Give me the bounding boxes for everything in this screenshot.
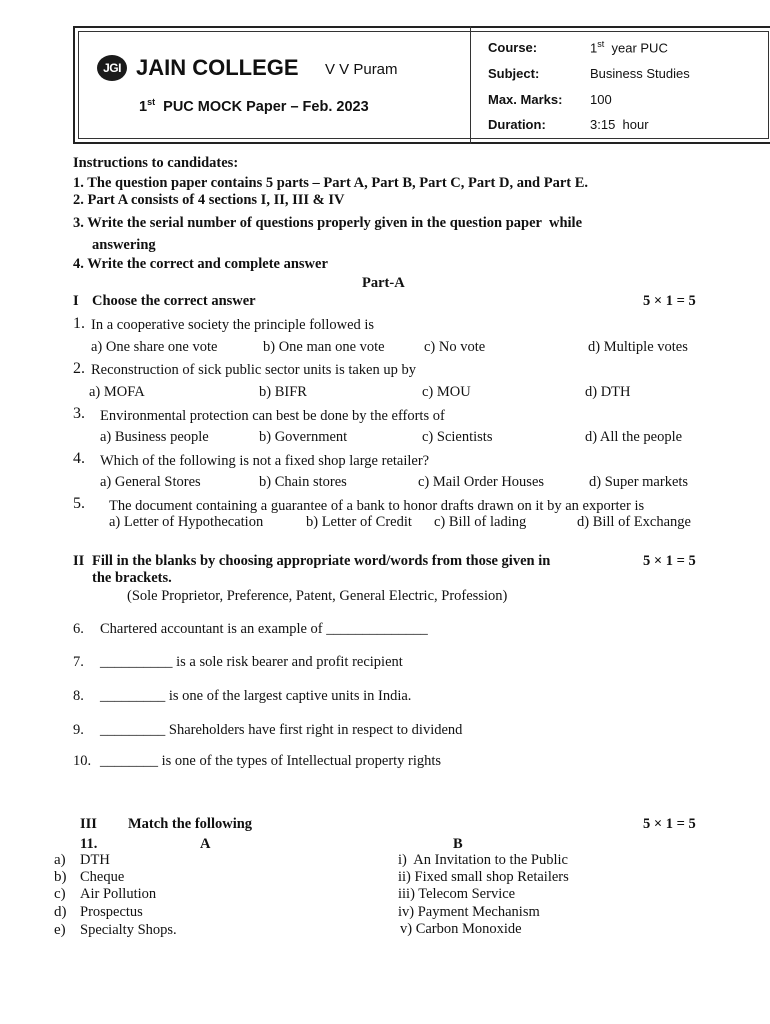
section-number: II [73, 553, 85, 569]
marks-label: Max. Marks: [488, 92, 563, 107]
question-number: 4. [73, 450, 85, 467]
option: b) Chain stores [259, 474, 347, 490]
match-right-item: v) Carbon Monoxide [400, 921, 522, 937]
option: c) MOU [422, 384, 471, 400]
question-text: Environmental protection can best be done by the efforts of [100, 408, 445, 424]
option: b) Government [259, 429, 348, 445]
option: a) General Stores [100, 474, 201, 490]
question-text: The document containing a guarantee of a bank to honor drafts drawn on it by an exporter is [109, 498, 645, 514]
part-a-title: Part-A [362, 275, 405, 291]
match-letter: b) [54, 869, 67, 885]
option: b) Letter of Credit [306, 514, 412, 530]
section-title: Fill in the blanks by choosing appropriate word/words from those given in [92, 553, 551, 569]
match-left-item: Prospectus [80, 904, 143, 920]
option: a) MOFA [89, 384, 145, 400]
match-right-item: iii) Telecom Service [398, 886, 516, 902]
match-letter: a) [54, 852, 66, 868]
question-text: _________ Shareholders have first right in respect to dividend [100, 722, 463, 738]
option: d) Bill of Exchange [577, 514, 691, 530]
college-campus: V V Puram [325, 61, 398, 78]
question-number: 10. [73, 753, 92, 769]
section-marks: 5 × 1 = 5 [643, 553, 696, 569]
option: a) Business people [100, 429, 209, 445]
section-title: Choose the correct answer [92, 293, 256, 309]
question-text: Reconstruction of sick public sector units is taken up by [91, 362, 416, 378]
option: c) Mail Order Houses [418, 474, 545, 490]
question-number: 11. [80, 836, 98, 852]
option: c) Bill of lading [434, 514, 527, 530]
section-number: I [73, 293, 79, 309]
course-label: Course: [488, 40, 538, 55]
exam-title-text: PUC MOCK Paper – Feb. 2023 [163, 98, 369, 115]
question-text: Which of the following is not a fixed shop large retailer? [100, 453, 430, 469]
question-number: 8. [73, 688, 84, 704]
column-a-header: A [200, 836, 211, 852]
college-logo-icon: JGI [97, 55, 127, 81]
section-marks: 5 × 1 = 5 [643, 293, 696, 309]
question-text: Chartered accountant is an example of ______________ [100, 621, 428, 637]
question-number: 6. [73, 621, 84, 637]
column-b-header: B [453, 836, 463, 852]
course-sup: st [597, 39, 605, 49]
match-right-item: iv) Payment Mechanism [398, 904, 540, 920]
match-left-item: DTH [80, 852, 110, 868]
college-name: JAIN COLLEGE [136, 55, 299, 80]
marks-value: 100 [590, 92, 612, 107]
instruction-line: 3. Write the serial number of questions properly given in the question paper while [73, 215, 583, 231]
match-right-item: i) An Invitation to the Public [398, 852, 568, 868]
exam-sup: st [147, 97, 156, 107]
question-number: 9. [73, 722, 84, 738]
duration-value: 3:15 hour [590, 117, 649, 132]
section-number: III [80, 816, 97, 832]
subject-label: Subject: [488, 66, 540, 81]
course-ord: 1 [590, 40, 598, 56]
option: a) One share one vote [91, 339, 218, 355]
question-number: 2. [73, 360, 85, 377]
word-choices: (Sole Proprietor, Preference, Patent, General Electric, Profession) [127, 588, 508, 604]
match-left-item: Specialty Shops. [80, 922, 177, 938]
duration-label: Duration: [488, 117, 546, 132]
question-number: 7. [73, 654, 84, 670]
question-text: __________ is a sole risk bearer and profit recipient [100, 654, 403, 670]
match-letter: d) [54, 904, 67, 920]
option: c) Scientists [422, 429, 493, 445]
question-text: _________ is one of the largest captive units in India. [100, 688, 412, 704]
option: d) DTH [585, 384, 631, 400]
question-number: 5. [73, 495, 85, 512]
question-number: 3. [73, 405, 85, 422]
match-letter: e) [54, 922, 66, 938]
subject-value: Business Studies [590, 66, 690, 81]
question-number: 1. [73, 315, 85, 332]
match-left-item: Air Pollution [80, 886, 157, 902]
option: d) Super markets [589, 474, 689, 490]
course-rest: year PUC [611, 40, 668, 56]
course-value [590, 39, 668, 55]
option: d) Multiple votes [588, 339, 688, 355]
option: d) All the people [585, 429, 683, 445]
section-title-cont: the brackets. [92, 570, 172, 586]
match-letter: c) [54, 886, 66, 902]
question-text: In a cooperative society the principle followed is [91, 317, 375, 333]
exam-ord: 1 [139, 98, 148, 115]
instruction-line: 1. The question paper contains 5 parts – Part A, Part B, Part C, Part D, and Part E. [73, 175, 589, 191]
section-marks: 5 × 1 = 5 [643, 816, 696, 832]
instruction-line: 2. Part A consists of 4 sections I, II, III & IV [73, 192, 345, 208]
option: b) One man one vote [263, 339, 385, 355]
option: b) BIFR [259, 384, 307, 400]
option: c) No vote [424, 339, 486, 355]
header-divider [470, 26, 471, 144]
instruction-line: answering [92, 237, 156, 253]
question-text: ________ is one of the types of Intellectual property rights [100, 753, 442, 769]
match-left-item: Cheque [80, 869, 125, 885]
instructions-heading: Instructions to candidates: [73, 155, 239, 171]
match-right-item: ii) Fixed small shop Retailers [398, 869, 569, 885]
option: a) Letter of Hypothecation [109, 514, 264, 530]
section-title: Match the following [128, 816, 253, 832]
exam-title [139, 97, 369, 115]
instruction-line: 4. Write the correct and complete answer [73, 256, 328, 272]
